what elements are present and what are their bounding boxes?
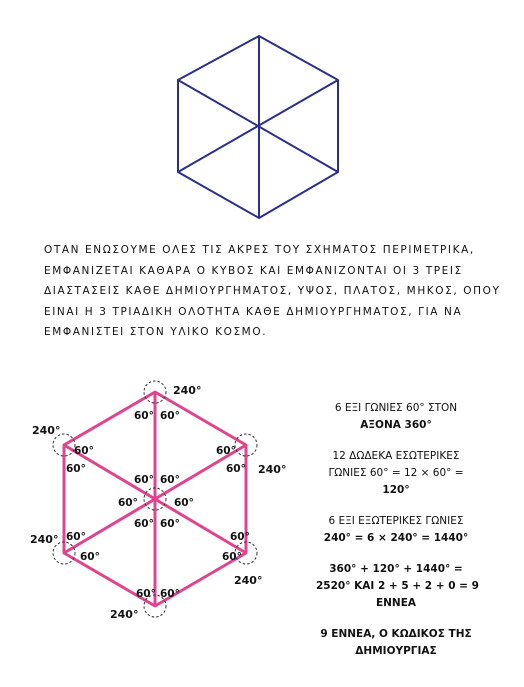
interior-angle-bottom-right: 60° <box>160 588 180 600</box>
interior-angle-center-bottom-right: 60° <box>160 518 180 530</box>
calc-block-creation-code <box>316 626 476 660</box>
calc-block-axis-angles <box>316 400 476 434</box>
calc-line-4-2: 2520° ΚΑΙ 2 + 5 + 2 + 0 = 9 <box>316 580 479 592</box>
calc-line-2-3: 120° <box>382 484 410 496</box>
interior-angle-upper-right-a: 60° <box>216 445 236 457</box>
calc-line-5-2: ΔΗΜΙΟΥΡΓΙΑΣ <box>355 645 437 657</box>
exterior-angle-bottom: 240° <box>110 608 139 621</box>
interior-angle-bottom-left: 60° <box>136 588 156 600</box>
interior-angle-upper-right-b: 60° <box>226 463 246 475</box>
interior-angle-upper-left-b: 60° <box>66 463 86 475</box>
exterior-angle-lower-left: 240° <box>30 533 59 546</box>
paragraph-line-2: ΕΜΦΑΝΙΖΕΤΑΙ ΚΑΘΑΡΑ Ο ΚΥΒΟΣ ΚΑΙ ΕΜΦΑΝΙΖΟΝΤΑΙ ΟΙ 3 ΤΡΕΙΣ <box>44 264 463 277</box>
interior-angle-center-bottom-left: 60° <box>134 518 154 530</box>
calculation-column <box>316 400 479 674</box>
calc-line-5-1: 9 ΕΝΝΕΑ, Ο ΚΩΔΙΚΟΣ ΤΗΣ <box>320 628 472 640</box>
calc-line-3-1: 6 ΕΞΙ ΕΞΩΤΕΡΙΚΕΣ ΓΩΝΙΕΣ <box>328 515 464 527</box>
calc-line-1-1: 6 ΕΞΙ ΓΩΝΙΕΣ 60° ΣΤΟΝ <box>334 402 458 414</box>
calc-line-3-2: 240° = 6 × 240° = 1440° <box>323 532 469 544</box>
calc-line-2-2: ΓΩΝΙΕΣ 60° = 12 × 60° = <box>328 467 464 479</box>
exterior-angle-top: 240° <box>173 384 202 397</box>
interior-angle-center-right: 60° <box>174 497 194 509</box>
exterior-angle-upper-right: 240° <box>258 463 287 476</box>
interior-angle-top-right: 60° <box>160 410 180 422</box>
exterior-angle-lower-right: 240° <box>234 574 263 587</box>
paragraph-line-3: ΔΙΑΣΤΑΣΕΙΣ ΚΑΘΕ ΔΗΜΙΟΥΡΓΗΜΑΤΟΣ, ΥΨΟΣ, ΠΛΑΤΟΣ, ΜΗΚΟΣ, ΟΠΟΥ <box>44 285 501 297</box>
calc-line-4-3: ΕΝΝΕΑ <box>375 597 417 609</box>
calc-line-2-1: 12 ΔΩΔΕΚΑ ΕΣΩΤΕΡΙΚΕΣ <box>332 450 460 462</box>
interior-angle-top-left: 60° <box>134 410 154 422</box>
interior-angle-lower-right-b: 60° <box>222 551 242 563</box>
calc-line-4-1: 360° + 120° + 1440° = <box>329 563 463 575</box>
top-hexagon-diagram <box>170 28 350 228</box>
calc-line-1-2: ΑΞΟΝΑ 360° <box>360 419 432 431</box>
calc-block-exterior-angles <box>316 513 476 547</box>
interior-angle-lower-right-a: 60° <box>230 531 250 543</box>
interior-angle-upper-left-a: 60° <box>74 445 94 457</box>
interior-angle-lower-left-a: 60° <box>66 531 86 543</box>
angle-hexagon-diagram <box>30 375 290 625</box>
paragraph-line-4: ΕΙΝΑΙ Η 3 ΤΡΙΑΔΙΚΗ ΟΛΟΤΗΤΑ ΚΑΘΕ ΔΗΜΙΟΥΡΓΗΜΑΤΟΣ, ΓΙΑ ΝΑ <box>44 305 463 318</box>
exterior-angle-upper-left: 240° <box>32 424 61 437</box>
calc-block-total <box>316 561 479 612</box>
paragraph-line-1: ΟΤΑΝ ΕΝΩΣΟΥΜΕ ΟΛΕΣ ΤΙΣ ΑΚΡΕΣ ΤΟΥ ΣΧΗΜΑΤΟΣ ΠΕΡΙΜΕΤΡΙΚΑ, <box>44 244 475 256</box>
description-paragraph <box>44 240 501 343</box>
interior-angle-lower-left-b: 60° <box>80 551 100 563</box>
paragraph-line-5: ΕΜΦΑΝΙΣΤΕΙ ΣΤΟΝ ΥΛΙΚΟ ΚΟΣΜΟ. <box>44 326 268 338</box>
interior-angle-center-top-right: 60° <box>160 474 180 486</box>
interior-angle-center-left: 60° <box>118 497 138 509</box>
interior-angle-center-top-left: 60° <box>134 474 154 486</box>
calc-block-interior-angles <box>316 448 476 499</box>
